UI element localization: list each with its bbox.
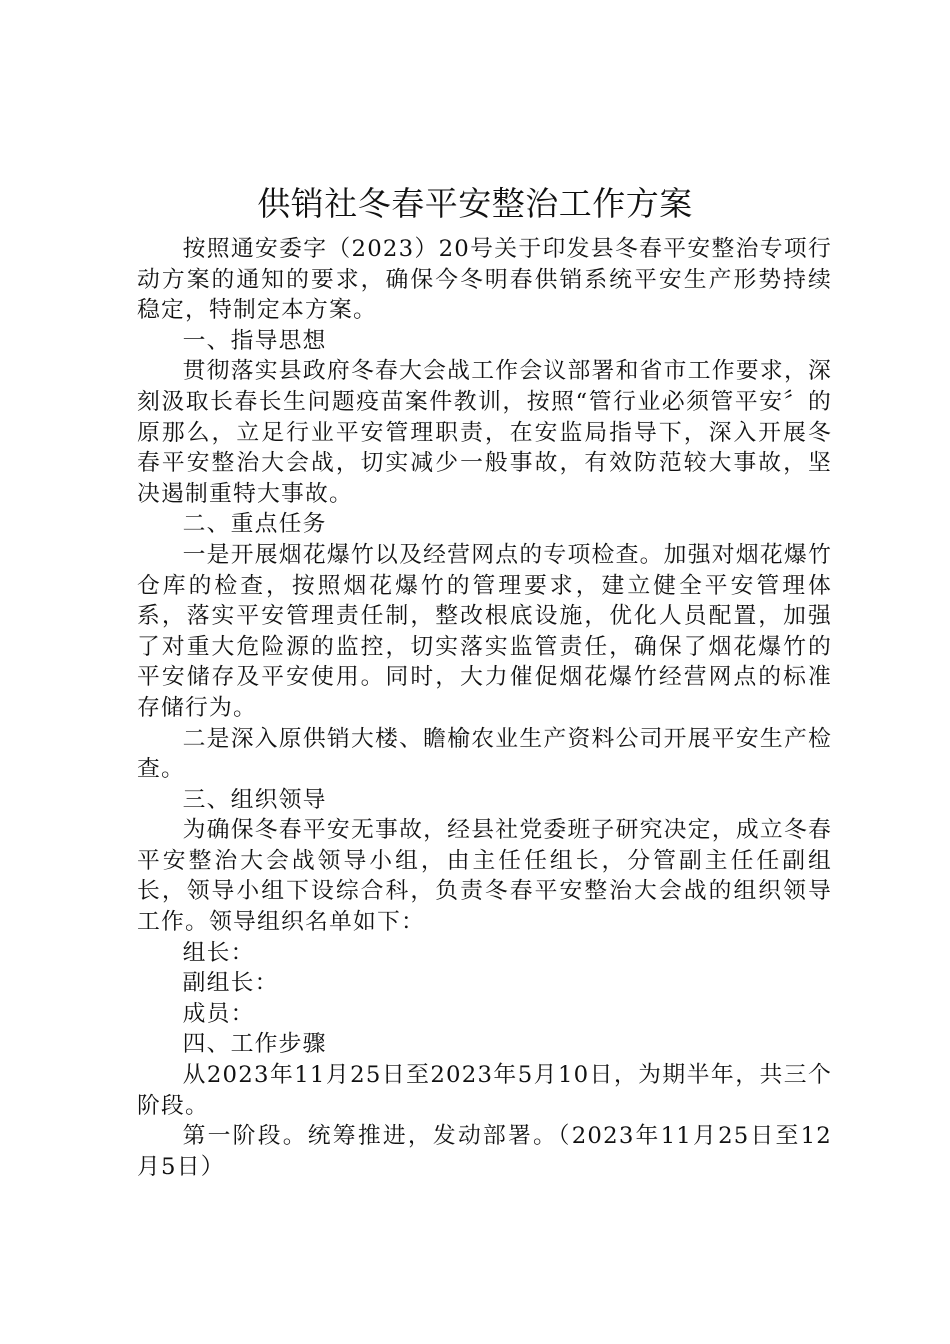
key-task-1-paragraph: 一是开展烟花爆竹以及经营网点的专项检查。加强对烟花爆竹仓库的检查，按照烟花爆竹的管理要求，建立健全平安管理体系，落实平安管理责任制，整改根底设施，优化人员配置，加强了对重大危险源的监控，切实落实监管责任，确保了烟花爆竹的平安储存及平安使用。同时，大力催促烟花爆竹经营网点的标准存储行为。 [137,541,832,721]
deputy-leader-line: 副组长： [182,970,279,997]
section-heading-guiding-ideology: 一、指导思想 [182,327,327,354]
document-body [137,234,832,1182]
key-task-2-paragraph: 二是深入原供销大楼、瞻榆农业生产资料公司开展平安生产检查。 [137,725,832,783]
section-heading-organization: 三、组织领导 [182,786,327,813]
document-title: 供销社冬春平安整治工作方案 [257,184,693,223]
leader-line: 组长： [182,939,255,966]
members-line: 成员： [182,1000,255,1027]
section-heading-work-steps: 四、工作步骤 [182,1031,327,1058]
intro-paragraph: 按照通安委字（2023）20号关于印发县冬春平安整治专项行动方案的通知的要求，确保今冬明春供销系统平安生产形势持续稳定，特制定本方案。 [137,236,832,324]
section-heading-key-tasks: 二、重点任务 [182,511,327,538]
guiding-ideology-paragraph: 贯彻落实县政府冬春大会战工作会议部署和省市工作要求，深刻汲取长春长生问题疫苗案件教训，按照“管行业必须管平安〞的原那么，立足行业平安管理职责，在安监局指导下，深入开展冬春平安整治大会战，切实减少一般事故，有效防范较大事故，坚决遏制重特大事故。 [137,358,832,507]
work-period-paragraph: 从2023年11月25日至2023年5月10日，为期半年，共三个阶段。 [137,1062,832,1119]
organization-paragraph: 为确保冬春平安无事故，经县社党委班子研究决定，成立冬春平安整治大会战领导小组，由主任任组长，分管副主任任副组长，领导小组下设综合科，负责冬春平安整治大会战的组织领导工作。领导组织名单如下： [137,817,832,936]
phase-one-paragraph: 第一阶段。统筹推进，发动部署。（2023年11月25日至12月5日） [137,1123,832,1180]
